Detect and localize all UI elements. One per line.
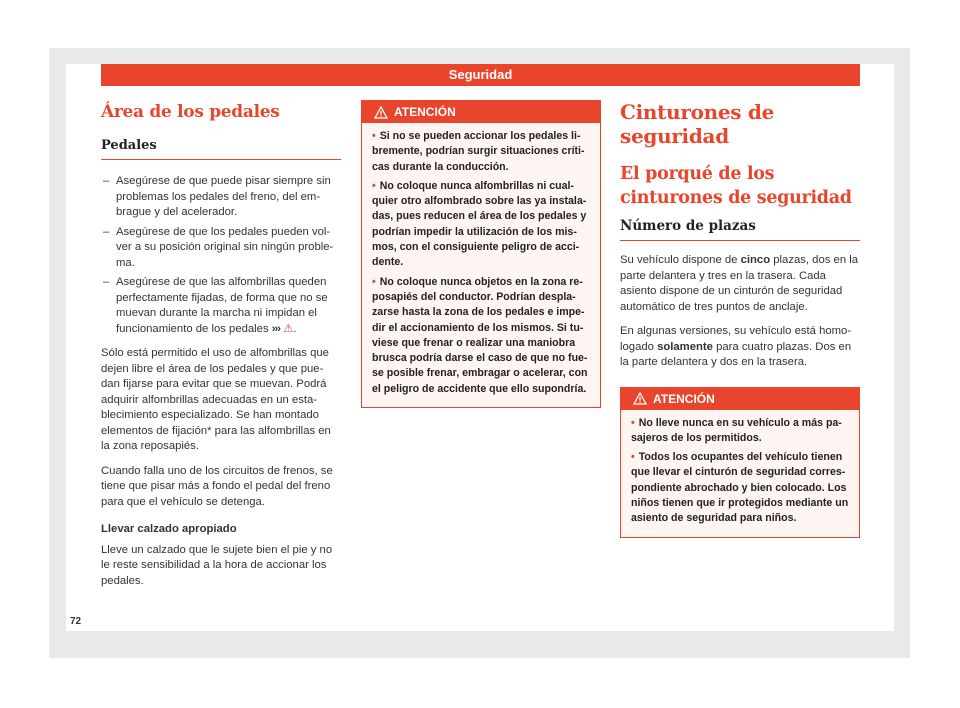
warning-item-text: No coloque nunca objetos en la zona re- posapiés del conductor. Podrían despla- zarse hasta la zona de los pedales e impe- dir el accionamiento de los mismos. Si tu- viese que frenar o realizar una maniobra brusca podría darse el caso de que no fue- se posible frenar, embragar o acelerar, con el peligro de accidente que ello supondría. [372,275,588,395]
warning-item [372,275,590,397]
paragraph [620,324,860,371]
text-run: para cuatro plazas. Dos en la parte delantera y dos en la trasera. [620,340,852,368]
bullet-dot-icon: • [631,451,635,464]
paragraph [620,253,860,315]
middle-column [361,100,601,408]
warning-body [362,123,600,407]
paragraph: Lleve un calzado que le sujete bien el pie y no le reste sensibilidad a la hora de accionar los pedales. [101,543,333,587]
warning-body [621,410,859,537]
bullet-dot-icon: • [631,416,635,429]
bullet-dot-icon: • [372,275,376,288]
paragraph: Cuando falla uno de los circuitos de frenos, se tiene que pisar más a fondo el pedal del freno para que el vehículo se detenga. [101,464,333,508]
warning-triangle-icon [633,392,647,405]
warning-item [631,450,849,526]
warning-box [361,100,601,408]
text-run: En algunas versiones, su vehículo está homo- logado [620,325,852,353]
list-item: – Asegúrese de que los pedales pueden vol- ver a su posición original sin ningún proble- ma. [101,225,341,272]
warning-item [372,129,590,175]
section-title: Área de los pedales [101,102,280,122]
section-heading: Llevar calzado apropiado [101,523,237,535]
page-number: 72 [70,616,82,627]
warning-box [620,387,860,538]
right-column [620,96,860,538]
text-run: plazas, dos en la parte delantera y tres en la trasera. Cada asiento dispone de un cinturón de seguridad automático de tres puntos de anclaje. [620,254,859,313]
warning-item [631,416,849,447]
bullet-dot-icon: • [372,130,376,142]
list-item: – Asegúrese de que puede pisar siempre sin problemas los pedales del freno, del em- brague y del acelerador. [101,174,341,221]
list-item-text: Asegúrese de que las alfombrillas queden perfectamente fijadas, de forma que no se muevan durante la marcha ni impidan el funcionamiento de los pedales [116,276,328,335]
section-subtitle: Número de plazas [620,218,860,241]
warning-triangle-icon [374,106,388,119]
warning-header [362,101,600,123]
warning-item-text: No coloque nunca alfombrillas ni cual- quier otro alfombrado sobre las ya instala- das, pues reducen el área de los pedales y podrían impedir la utilización de los mis- mos, con el consiguiente peligro de acci- dente. [372,179,587,269]
warning-item-text: Todos los ocupantes del vehículo tienen que llevar el cinturón de seguridad corres- pondiente abrochado y bien colocado. Los niños tienen que ir protegidos mediante un asiento de seguridad para niños. [631,451,849,525]
bullet-list [101,174,341,337]
section-subtitle: Pedales [101,138,341,160]
text-run: Su vehículo dispone de [620,254,741,266]
section-header: Seguridad [101,64,860,86]
list-item: – Asegúrese de que las alfombrillas queden perfectamente fijadas, de forma que no se muevan durante la marcha ni impidan el funcionamiento de los pedales ››› ⚠. [101,275,341,337]
paragraph: Sólo está permitido el uso de alfombrillas que dejen libre el área de los pedales y que pue- dan fijarse para evitar que se muevan. Podrá adquirir alfombrillas adecuadas en un esta- blecimiento especializado. Se han montado elementos de fijación* para las alfombrillas en la zona reposapiés. [101,347,331,452]
bullet-dot-icon: • [372,179,376,192]
warning-label: ATENCIÓN [394,105,456,119]
warning-triangle-icon: ⚠ [283,322,294,335]
left-column [101,96,341,589]
warning-item [372,179,590,271]
warning-item-text: No lleve nunca en su vehículo a más pa- sajeros de los permitidos. [631,416,842,444]
reference-arrows[interactable]: ››› [271,322,281,335]
warning-label: ATENCIÓN [653,391,715,406]
bold-text: solamente [657,340,713,353]
warning-header [621,388,859,410]
chapter-title: Cinturones de seguridad [620,100,775,148]
section-title: El porqué de los cinturones de seguridad [620,164,852,208]
warning-item-text: Si no se pueden accionar los pedales li- bremente, podrían surgir situaciones críti- cas durante la conducción. [372,130,585,173]
bold-text: cinco [740,254,771,266]
